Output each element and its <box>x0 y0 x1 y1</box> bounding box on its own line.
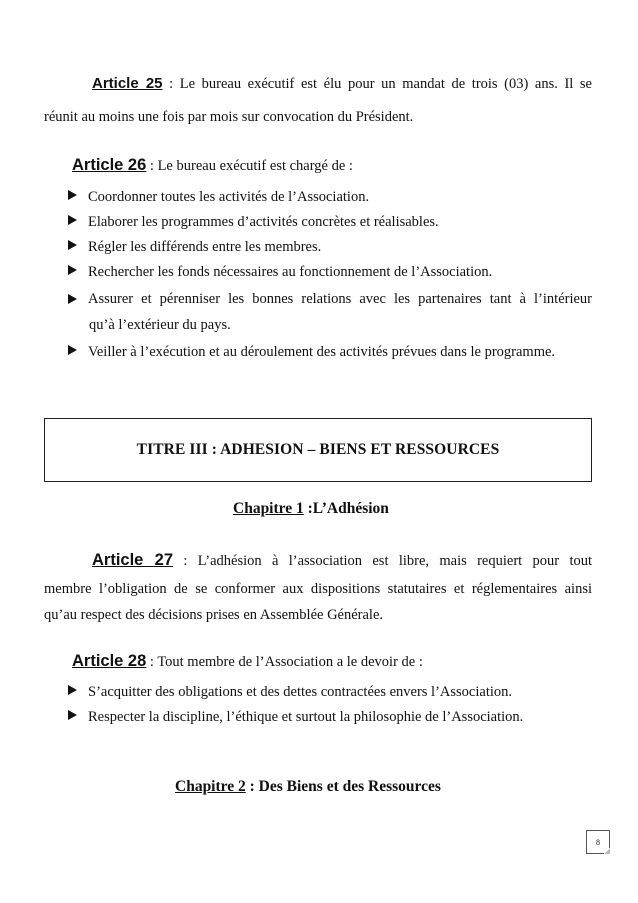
arrow-bullet-icon <box>68 240 77 250</box>
article-25-text: : Le bureau exécutif est élu pour un mandat de trois (03) ans. Il se <box>162 76 592 92</box>
chapitre-2-title: : Des Biens et des Ressources <box>245 778 441 795</box>
chapitre-2-heading <box>175 778 441 796</box>
article-25-label: Article 25 <box>92 75 163 92</box>
article-28-heading <box>72 652 423 671</box>
list-item: Elaborer les programmes d’activités concrètes et réalisables. <box>68 213 439 231</box>
list-item: Veiller à l’exécution et au déroulement des activités prévues dans le programme. <box>68 343 555 361</box>
list-item: S’acquitter des obligations et des dettes contractées envers l’Association. <box>68 683 512 701</box>
article-28-intro: : Tout membre de l’Association a le devoir de : <box>146 654 423 670</box>
article-27-text: : L’adhésion à l’association est libre, mais requiert pour tout <box>173 553 592 569</box>
arrow-bullet-icon <box>68 710 77 720</box>
chapitre-1-title: :L’Adhésion <box>303 500 389 517</box>
arrow-bullet-icon <box>68 215 77 225</box>
article-26-label: Article 26 <box>72 156 147 174</box>
list-item-continuation: qu’à l’extérieur du pays. <box>89 317 231 333</box>
titre-3-box <box>44 418 592 482</box>
arrow-bullet-icon <box>68 345 77 355</box>
list-item: Rechercher les fonds nécessaires au fonctionnement de l’Association. <box>68 263 492 281</box>
chapitre-1-label: Chapitre 1 <box>233 500 304 517</box>
article-27-line-3: qu’au respect des décisions prises en Assemblée Générale. <box>44 607 384 623</box>
article-27-line-2: membre l’obligation de se conformer aux dispositions statutaires et réglementaires ainsi <box>44 581 592 597</box>
list-item: Régler les différends entre les membres. <box>68 238 321 256</box>
article-26-heading <box>72 156 353 175</box>
list-item: Respecter la discipline, l’éthique et surtout la philosophie de l’Association. <box>68 708 523 726</box>
article-27-label: Article 27 <box>92 551 174 569</box>
article-25-line-1 <box>92 75 592 93</box>
article-25-line-2: réunit au moins une fois par mois sur convocation du Président. <box>44 109 414 125</box>
chapitre-2-label: Chapitre 2 <box>175 778 246 795</box>
arrow-bullet-icon <box>68 685 77 695</box>
chapitre-1-heading <box>233 500 389 518</box>
arrow-bullet-icon <box>68 190 77 200</box>
titre-3-heading: TITRE III : ADHESION – BIENS ET RESSOURCES <box>136 441 500 458</box>
list-item: Assurer et pérenniser les bonnes relations avec les partenaires tant à l’intérieur <box>68 290 592 308</box>
list-item: Coordonner toutes les activités de l’Association. <box>68 188 369 206</box>
arrow-bullet-icon <box>68 294 77 304</box>
arrow-bullet-icon <box>68 265 77 275</box>
article-27-line-1 <box>92 551 592 570</box>
article-26-intro: : Le bureau exécutif est chargé de : <box>146 158 353 174</box>
page-number: 8 <box>586 830 610 854</box>
article-28-label: Article 28 <box>72 652 147 670</box>
